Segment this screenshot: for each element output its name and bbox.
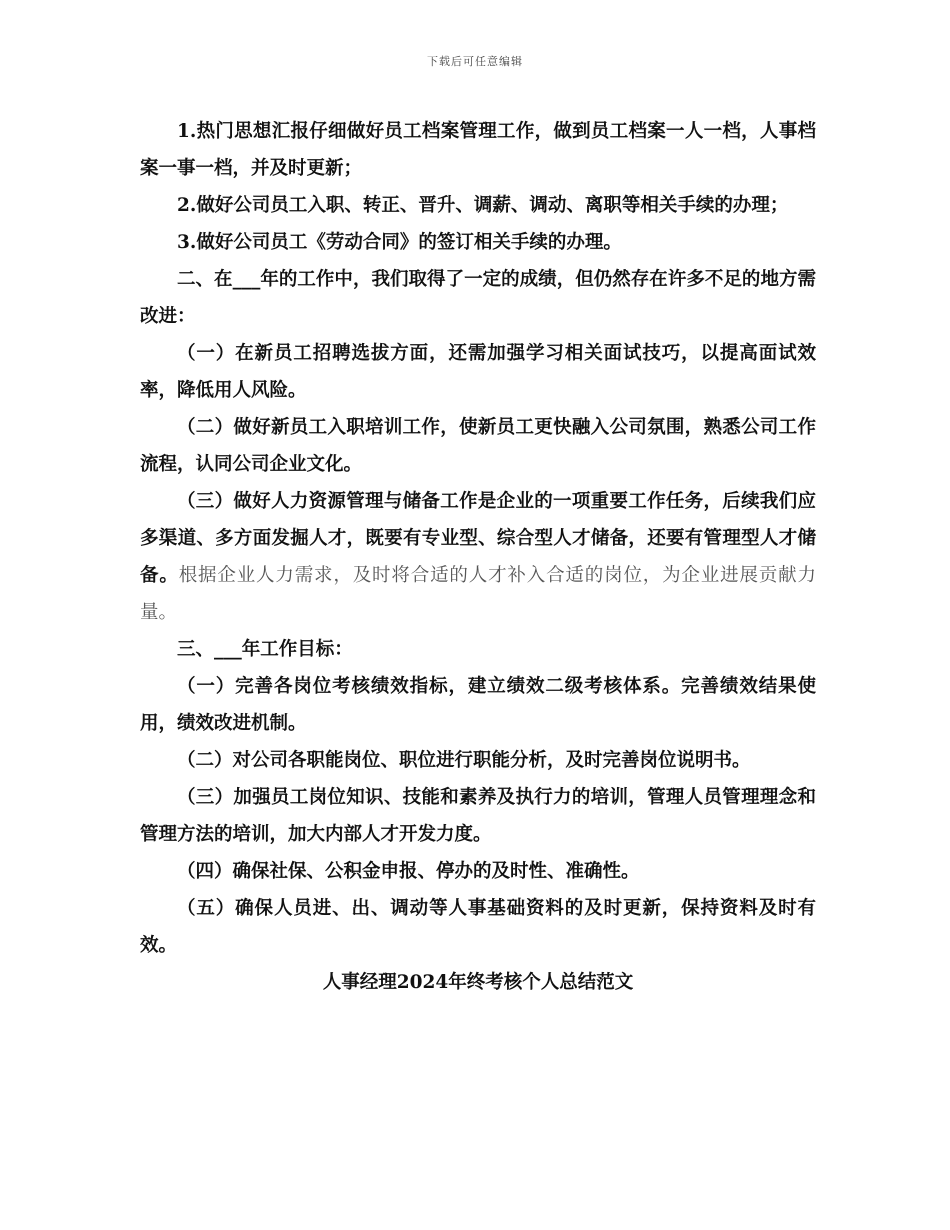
goal-social-insurance: （四）确保社保、公积金申报、停办的及时性、准确性。	[177, 861, 640, 882]
page-header-note: 下载后可任意编辑	[427, 55, 523, 68]
talent-reserve-bold-text: （三）做好人力资源管理与储备工作是企业的一项重要工作任务，后续我们应多渠道、多方面发掘人才，既要有专业型、综合型人才储备，还要有管理型人才储备。	[140, 491, 816, 586]
goal-performance-system: （一）完善各岗位考核绩效指标，建立绩效二级考核体系。完善绩效结果使用，绩效改进机制。	[140, 676, 816, 734]
section-three-heading: 三、___年工作目标：	[177, 639, 353, 660]
goal-job-analysis: （二）对公司各职能岗位、职位进行职能分析，及时完善岗位说明书。	[177, 750, 751, 771]
paragraph-archive-management: 1.热门思想汇报仔细做好员工档案管理工作，做到员工档案一人一档，人事档案一事一档，并及时更新；	[140, 121, 816, 179]
closing-title: 人事经理2024年终考核个人总结范文	[322, 972, 634, 993]
goal-staff-training: （三）加强员工岗位知识、技能和素养及执行力的培训，管理人员管理理念和管理方法的培训，加大内部人才开发力度。	[140, 787, 816, 845]
paragraph-onboarding-procedures: 2.做好公司员工入职、转正、晋升、调薪、调动、离职等相关手续的办理；	[177, 195, 789, 216]
section-two-heading: 二、在___年的工作中，我们取得了一定的成绩，但仍然存在许多不足的地方需改进：	[140, 269, 816, 327]
goal-personnel-records: （五）确保人员进、出、调动等人事基础资料的及时更新，保持资料及时有效。	[140, 898, 816, 956]
document-body	[140, 113, 816, 1001]
paragraph-talent-reserve	[140, 483, 816, 631]
talent-reserve-light-text: 根据企业人力需求，及时将合适的人才补入合适的岗位，为企业进展贡献力量。	[140, 565, 816, 623]
paragraph-labor-contract: 3.做好公司员工《劳动合同》的签订相关手续的办理。	[177, 232, 622, 253]
paragraph-training-improvement: （二）做好新员工入职培训工作，使新员工更快融入公司氛围，熟悉公司工作流程，认同公司企业文化。	[140, 417, 816, 475]
paragraph-recruitment-improvement: （一）在新员工招聘选拔方面，还需加强学习相关面试技巧，以提高面试效率，降低用人风险。	[140, 343, 816, 401]
